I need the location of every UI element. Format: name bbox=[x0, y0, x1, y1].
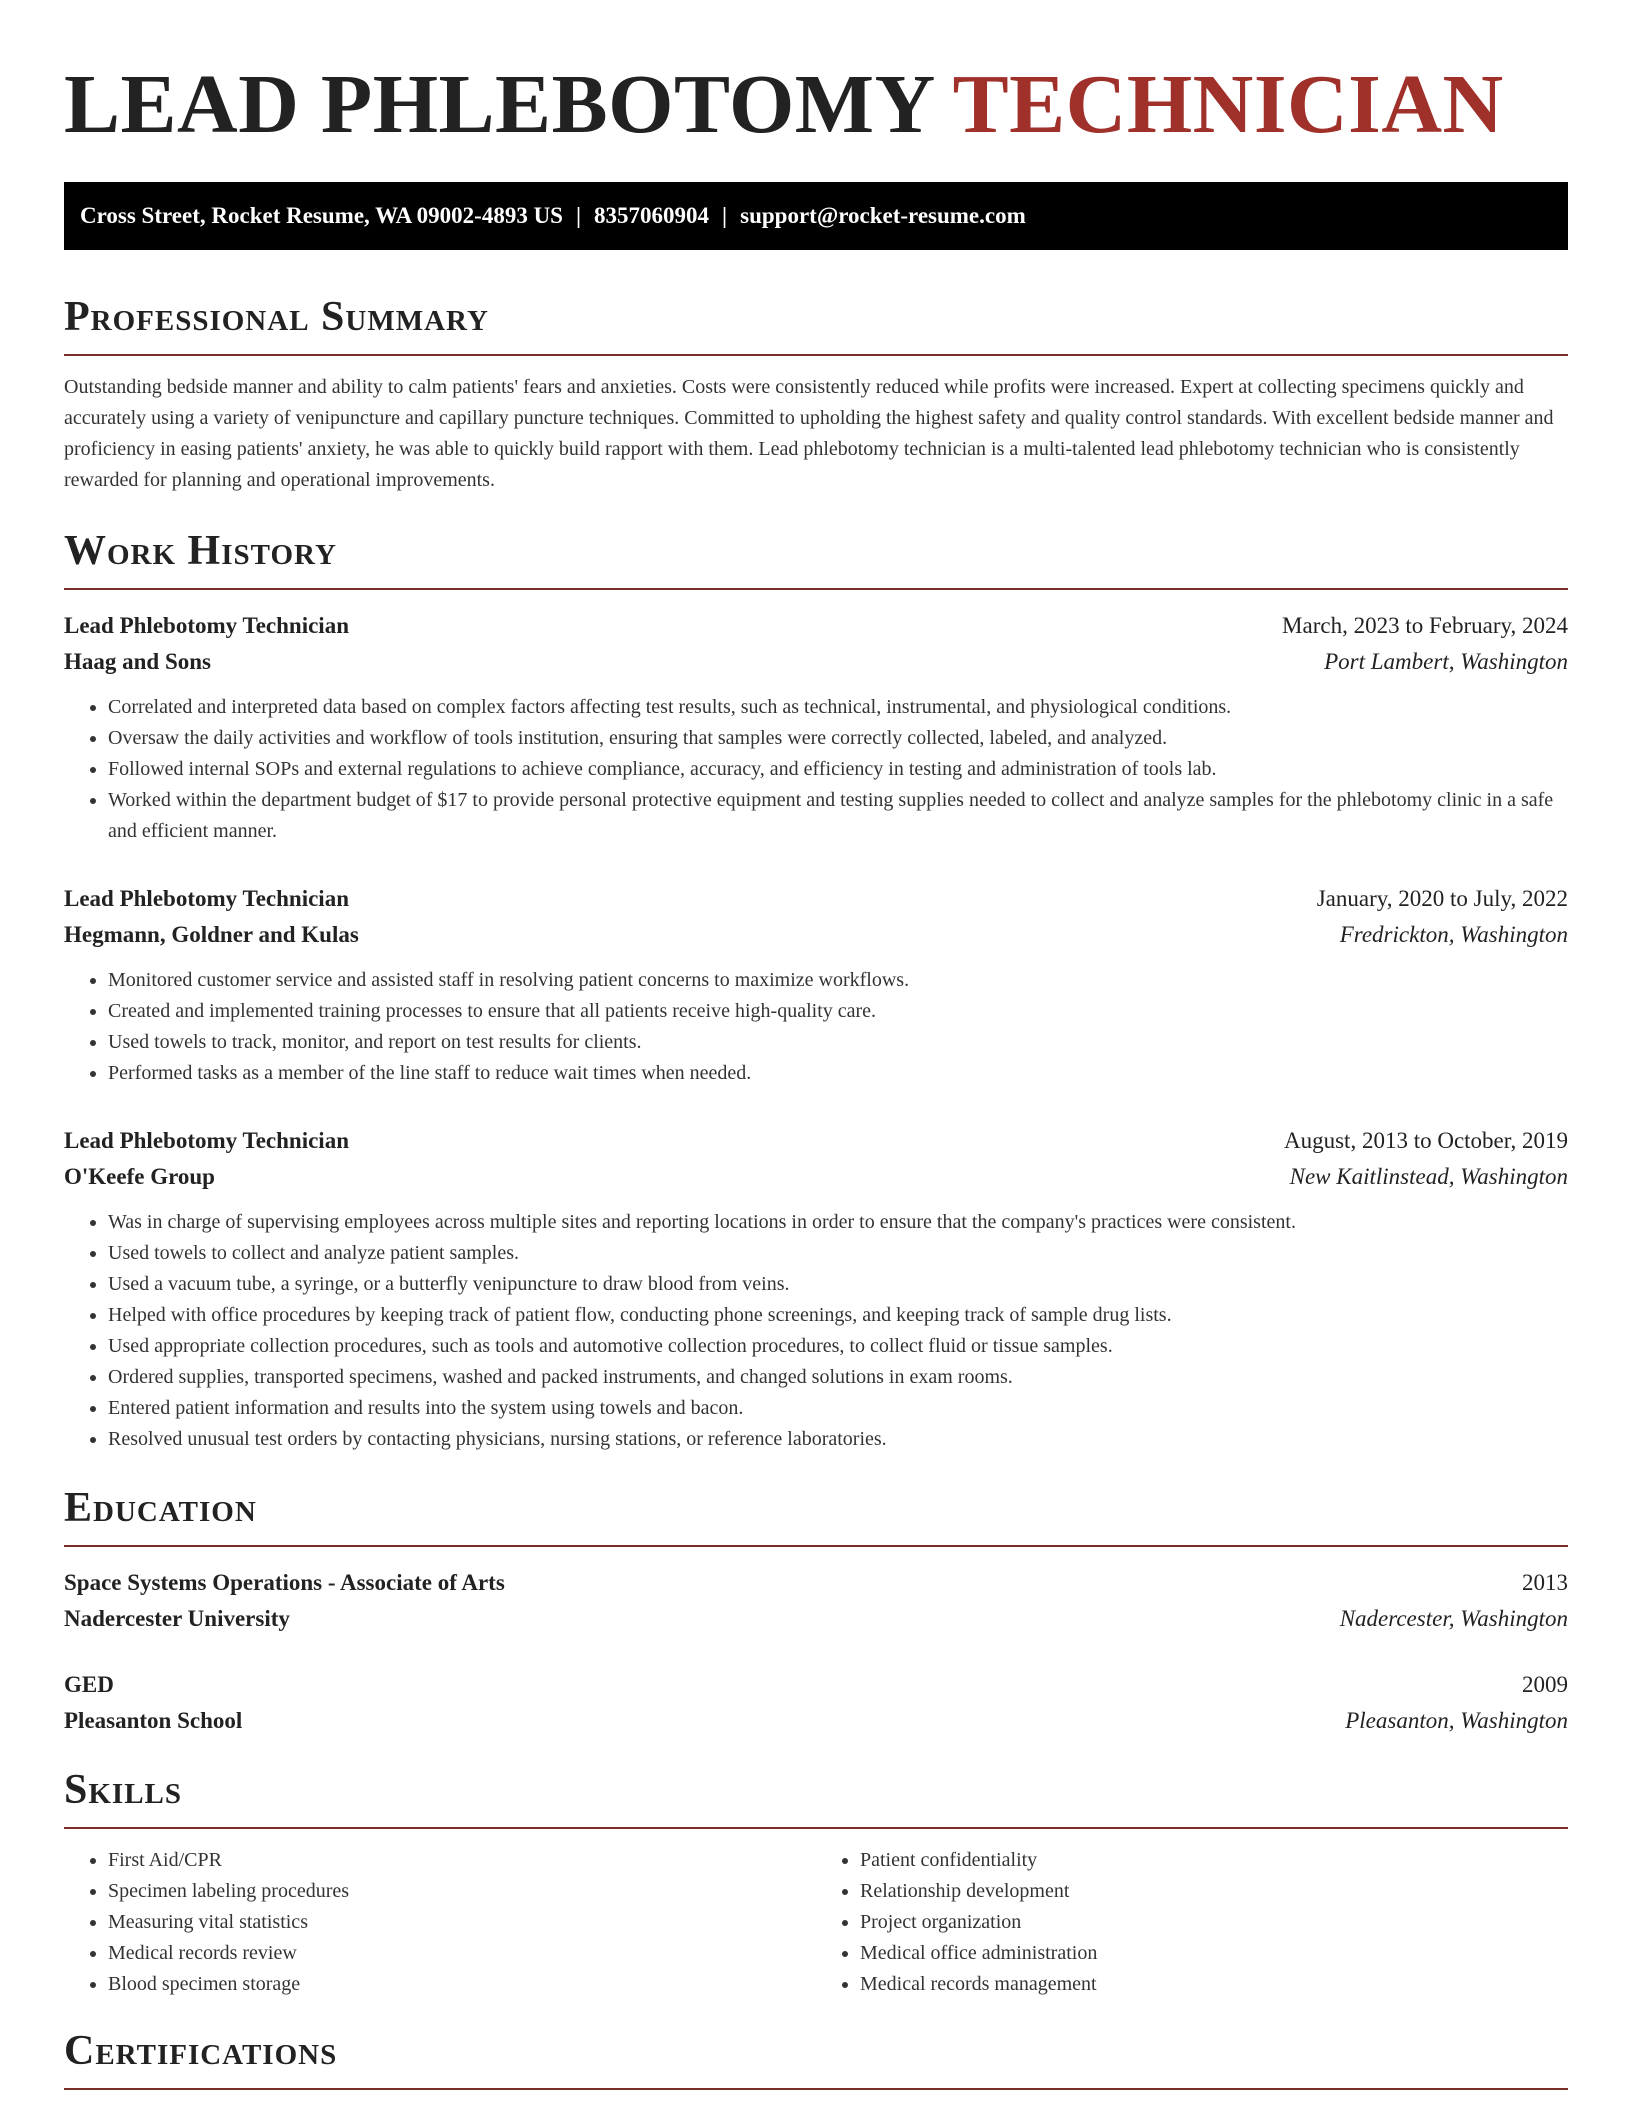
job-entry bbox=[64, 608, 1568, 847]
job-bullet: • Used appropriate collection procedures, such as tools and automotive collection procedures, to collect fluid or tissue samples. bbox=[108, 1331, 1568, 1362]
skill-item: • Blood specimen storage bbox=[108, 1969, 816, 2000]
job-company: O'Keefe Group bbox=[64, 1164, 215, 1189]
section-divider bbox=[64, 2088, 1568, 2090]
education-year: 2013 bbox=[1522, 1570, 1568, 1595]
section-title: Skills bbox=[64, 1767, 183, 1813]
job-bullet: • Was in charge of supervising employees across multiple sites and reporting locations in order to ensure that the company's practices were consistent. bbox=[108, 1207, 1568, 1238]
job-bullet: • Oversaw the daily activities and workflow of tools institution, ensuring that samples were correctly collected, labeled, and analyzed. bbox=[108, 723, 1568, 754]
job-role: Lead Phlebotomy Technician bbox=[64, 886, 349, 911]
skill-item: • Specimen labeling procedures bbox=[108, 1876, 816, 1907]
education-location: Pleasanton, Washington bbox=[1345, 1708, 1568, 1733]
job-company: Hegmann, Goldner and Kulas bbox=[64, 922, 359, 947]
job-subheader bbox=[64, 917, 1568, 953]
education-location: Nadercester, Washington bbox=[1339, 1606, 1568, 1631]
skills-section bbox=[64, 1765, 1568, 2000]
job-bullets bbox=[64, 965, 1568, 1089]
section-divider bbox=[64, 588, 1568, 590]
summary-text: Outstanding bedside manner and ability to calm patients' fears and anxieties. Costs were consistently reduced while profits were increased. Expert at collecting specimens quickly and accurately using a variety of venipuncture and capillary puncture techniques. Committed to upholding the highest safety and quality control standards. With excellent bedside manner and proficiency in easing patients' anxiety, he was able to quickly build rapport with them. Lead phlebotomy technician is a multi-talented lead phlebotomy technician who is consistently rewarded for planning and operational improvements. bbox=[64, 376, 1554, 491]
section-divider bbox=[64, 1545, 1568, 1547]
skill-item: • First Aid/CPR bbox=[108, 1845, 816, 1876]
job-bullet: • Helped with office procedures by keeping track of patient flow, conducting phone screenings, and keeping track of sample drug lists. bbox=[108, 1300, 1568, 1331]
job-bullet: • Monitored customer service and assisted staff in resolving patient concerns to maximize workflows. bbox=[108, 965, 1568, 996]
skill-item: • Medical records review bbox=[108, 1938, 816, 1969]
job-bullets bbox=[64, 1207, 1568, 1455]
education-section bbox=[64, 1483, 1568, 1739]
education-subheader bbox=[64, 1703, 1568, 1739]
job-dates: August, 2013 to October, 2019 bbox=[1284, 1128, 1568, 1153]
contact-address: Cross Street, Rocket Resume, WA 09002-4893 US bbox=[80, 203, 563, 228]
skills-list-right bbox=[816, 1845, 1568, 2000]
job-location: Fredrickton, Washington bbox=[1339, 922, 1568, 947]
title-role: TECHNICIAN bbox=[952, 58, 1504, 151]
education-entry bbox=[64, 1667, 1568, 1739]
section-divider bbox=[64, 354, 1568, 356]
job-bullet: • Used towels to collect and analyze patient samples. bbox=[108, 1238, 1568, 1269]
job-subheader bbox=[64, 1159, 1568, 1195]
education-school: Nadercester University bbox=[64, 1606, 290, 1631]
job-entry bbox=[64, 1123, 1568, 1455]
job-subheader bbox=[64, 644, 1568, 680]
job-header bbox=[64, 881, 1568, 917]
skill-item: • Measuring vital statistics bbox=[108, 1907, 816, 1938]
job-dates: January, 2020 to July, 2022 bbox=[1316, 886, 1568, 911]
education-header bbox=[64, 1667, 1568, 1703]
job-bullet: • Used towels to track, monitor, and report on test results for clients. bbox=[108, 1027, 1568, 1058]
section-title: Professional Summary bbox=[64, 294, 489, 340]
skill-item: • Project organization bbox=[860, 1907, 1568, 1938]
contact-phone: 8357060904 bbox=[594, 203, 710, 228]
contact-separator: | bbox=[575, 203, 582, 228]
job-bullet: • Ordered supplies, transported specimens, washed and packed instruments, and changed solutions in exam rooms. bbox=[108, 1362, 1568, 1393]
skills-columns bbox=[64, 1845, 1568, 2000]
section-title: Work History bbox=[64, 528, 337, 574]
education-degree: GED bbox=[64, 1672, 114, 1697]
skills-list-left bbox=[64, 1845, 816, 2000]
job-bullets bbox=[64, 692, 1568, 847]
contact-email[interactable]: support@rocket-resume.com bbox=[740, 203, 1026, 228]
work-history-section bbox=[64, 526, 1568, 1455]
section-divider bbox=[64, 1827, 1568, 1829]
job-header bbox=[64, 608, 1568, 644]
education-entry bbox=[64, 1565, 1568, 1637]
job-bullet: • Worked within the department budget of $17 to provide personal protective equipment and testing supplies needed to collect and analyze samples for the phlebotomy clinic in a safe and efficient manner. bbox=[108, 785, 1568, 847]
job-location: New Kaitlinstead, Washington bbox=[1289, 1164, 1568, 1189]
resume-title bbox=[64, 0, 1568, 152]
summary-section bbox=[64, 292, 1568, 496]
education-school: Pleasanton School bbox=[64, 1708, 243, 1733]
job-dates: March, 2023 to February, 2024 bbox=[1282, 613, 1568, 638]
job-bullet: • Correlated and interpreted data based on complex factors affecting test results, such as technical, instrumental, and physiological conditions. bbox=[108, 692, 1568, 723]
section-title: Education bbox=[64, 1485, 257, 1531]
skill-item: • Patient confidentiality bbox=[860, 1845, 1568, 1876]
job-bullet: • Used a vacuum tube, a syringe, or a butterfly venipuncture to draw blood from veins. bbox=[108, 1269, 1568, 1300]
job-bullet: • Resolved unusual test orders by contacting physicians, nursing stations, or reference laboratories. bbox=[108, 1424, 1568, 1455]
title-name: LEAD PHLEBOTOMY bbox=[64, 58, 933, 151]
education-degree: Space Systems Operations - Associate of Arts bbox=[64, 1570, 505, 1595]
job-location: Port Lambert, Washington bbox=[1324, 649, 1568, 674]
education-header bbox=[64, 1565, 1568, 1601]
job-bullet: • Created and implemented training processes to ensure that all patients receive high-quality care. bbox=[108, 996, 1568, 1027]
section-title: Certifications bbox=[64, 2028, 338, 2074]
education-year: 2009 bbox=[1522, 1672, 1568, 1697]
skill-item: • Medical records management bbox=[860, 1969, 1568, 2000]
job-header bbox=[64, 1123, 1568, 1159]
certifications-section bbox=[64, 2026, 1568, 2090]
education-subheader bbox=[64, 1601, 1568, 1637]
job-bullet: • Performed tasks as a member of the line staff to reduce wait times when needed. bbox=[108, 1058, 1568, 1089]
contact-separator: | bbox=[722, 203, 728, 228]
job-bullet: • Entered patient information and results into the system using towels and bacon. bbox=[108, 1393, 1568, 1424]
job-role: Lead Phlebotomy Technician bbox=[64, 1128, 349, 1153]
skill-item: • Medical office administration bbox=[860, 1938, 1568, 1969]
job-company: Haag and Sons bbox=[64, 649, 212, 674]
job-entry bbox=[64, 881, 1568, 1089]
job-role: Lead Phlebotomy Technician bbox=[64, 613, 349, 638]
contact-bar bbox=[64, 182, 1568, 250]
job-bullet: • Followed internal SOPs and external regulations to achieve compliance, accuracy, and efficiency in testing and administration of tools lab. bbox=[108, 754, 1568, 785]
skill-item: • Relationship development bbox=[860, 1876, 1568, 1907]
